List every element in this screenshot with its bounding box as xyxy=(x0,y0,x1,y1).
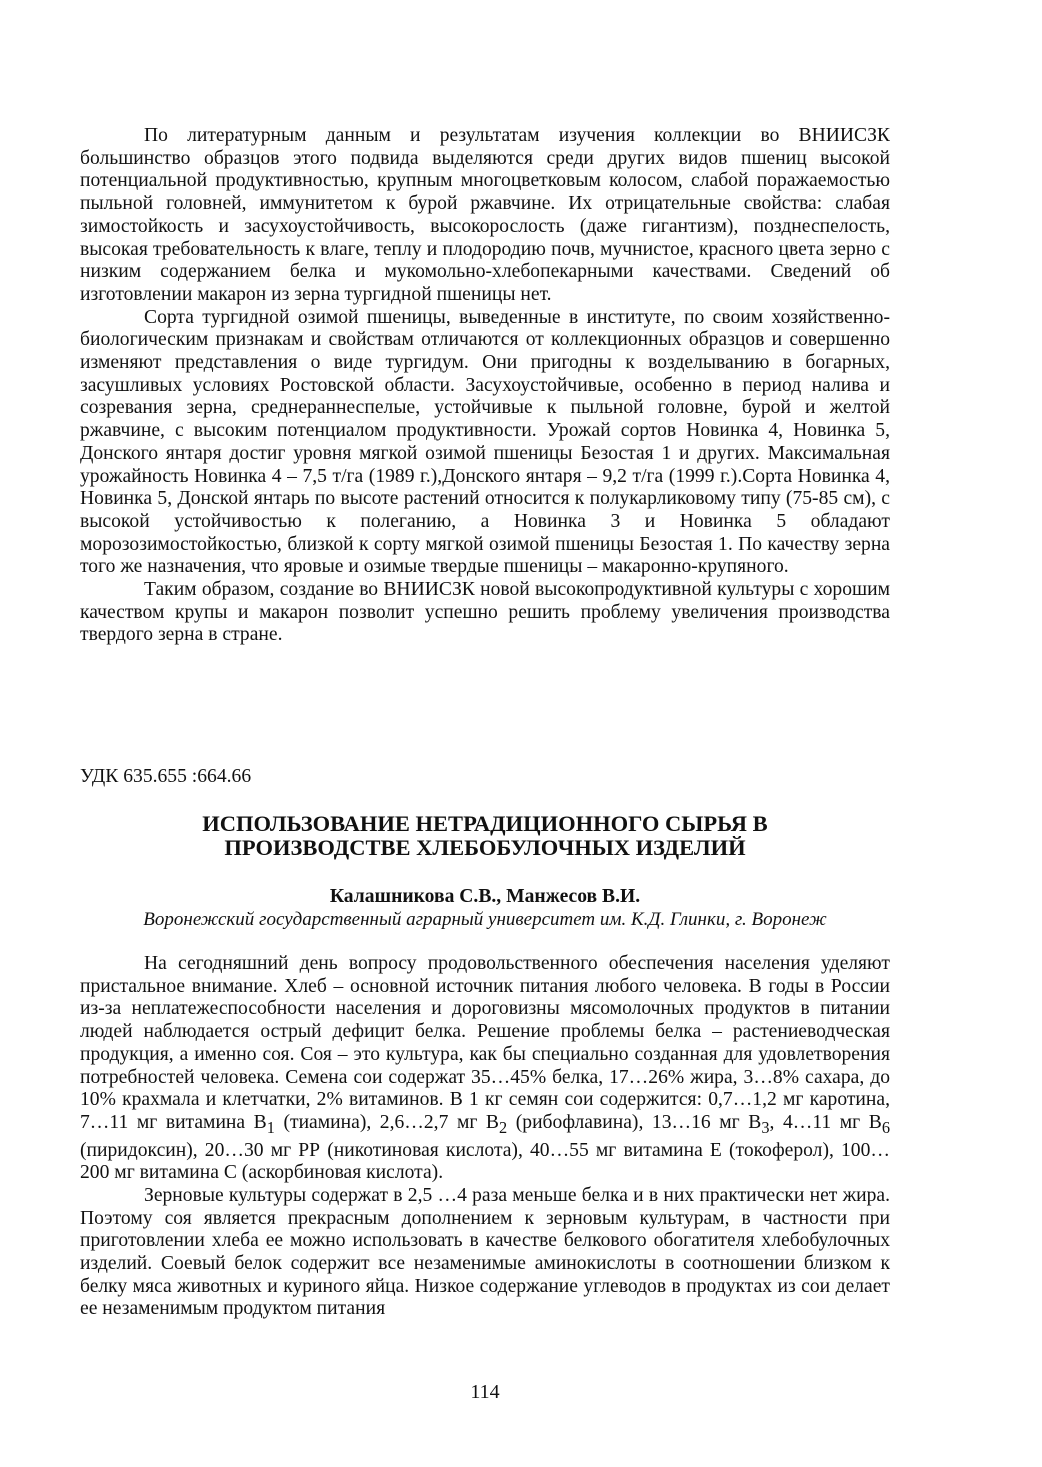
subscript: 2 xyxy=(499,1117,508,1137)
subscript: 3 xyxy=(761,1117,770,1137)
text-run: (рибофлавина), 13…16 мг В xyxy=(507,1111,762,1133)
paragraph: По литературным данным и результатам изучения коллекции во ВНИИСЗК большинство образцов этого подвида выделяются среди других видов пшениц высокой потенциальной продуктивностью, крупным многоцветковым колосом, слабой поражаемостью пыльной головней, иммунитетом к бурой ржавчине. Их отрицательные свойства: слабая зимостойкость и засухоустойчивость, высокорослость (даже гигантизм), позднеспелость, высокая требовательность к влаге, теплу и плодородию почв, мучнистое, красного цвета зерно с низким содержанием белка и мукомольно-хлебопекарными качествами. Сведений об изготовлении макарон из зерна тургидной пшеницы нет. xyxy=(80,125,890,305)
text-run: , 4…11 мг В xyxy=(769,1111,882,1133)
subscript: 1 xyxy=(266,1117,275,1137)
title-line: ПРОИЗВОДСТВЕ ХЛЕБОБУЛОЧНЫХ ИЗДЕЛИЙ xyxy=(224,835,746,860)
paragraph: Таким образом, создание во ВНИИСЗК новой высокопродуктивной культуры с хорошим качеством крупы и макарон позволит успешно решить проблему увеличения производства твердого зерна в стране. xyxy=(80,579,890,646)
udk-code: УДК 635.655 :664.66 xyxy=(80,766,252,787)
text-run: На сегодняшний день вопросу продовольственного обеспечения населения уделяют пристальное внимание. Хлеб – основной источник питания любого человека. В годы в России из-за неплатежеспособности населения и дороговизны мясомолочных продуктов в питании людей наблюдается острый дефицит белка. Решение проблемы белка – растениеводческая продукция, а именно соя. Соя – это культура, как бы специально созданная для удовлетворения потребностей человека. Семена сои содержат 35…45% белка, 17…26% жира, 3…8% сахара, до 10% крахмала и клетчатки, 2% витаминов. В 1 кг семян сои содержится: 0,7…1,2 мг каротина, 7…11 мг витамина В xyxy=(80,953,890,1133)
article1-body xyxy=(80,125,890,647)
text-run: (пиридоксин), 20…30 мг РР (никотиновая кислота), 40…55 мг витамина Е (токоферол), 100…200 мг витамина С (аскорбиновая кислота). xyxy=(80,1139,890,1184)
text-run: (тиамина), 2,6…2,7 мг В xyxy=(274,1111,500,1133)
subscript: 6 xyxy=(881,1117,891,1137)
paragraph: Зерновые культуры содержат в 2,5 …4 раза меньше белка и в них практически нет жира. Поэтому соя является прекрасным дополнением к зерновым культурам, в частности при приготовлении хлеба ее можно использовать в качестве белкового обогатителя хлебобулочных изделий. Соевый белок содержит все незаменимые аминокислоты в соотношении близком к белку мяса животных и куриного яйца. Низкое содержание углеводов в продуктах из сои делает ее незаменимым продуктом питания xyxy=(80,1184,890,1320)
page-number: 114 xyxy=(470,1381,500,1403)
article-title xyxy=(80,812,890,860)
authors: Калашникова С.В., Манжесов В.И. xyxy=(329,886,641,907)
affiliation: Воронежский государственный аграрный университет им. К.Д. Глинки, г. Воронеж xyxy=(143,909,827,930)
paragraph: Сорта тургидной озимой пшеницы, выведенные в институте, по своим хозяйственно-биологическим признакам и свойствам отличаются от коллекционных образцов и совершенно изменяют представления о виде тургидум. Они пригодны к возделыванию в богарных, засушливых условиях Ростовской области. Засухоустойчивые, особенно в период налива и созревания зерна, среднераннеспелые, устойчивые к пыльной головне, бурой и желтой ржавчине, с высоким потенциалом продуктивности. Урожай сортов Новинка 4, Новинка 5, Донского янтаря достиг уровня мягкой озимой пшеницы Безостая 1 и других. Максимальная урожайность Новинка 4 – 7,5 т/га (1989 г.),Донского янтаря – 9,2 т/га (1999 г.).Сорта Новинка 4, Новинка 5, Донской янтарь по высоте растений относится к полукарликовому типу (75-85 см), с высокой устойчивостью к полеганию, а Новинка 3 и Новинка 5 обладают морозозимостойкостью, близкой к сорту мягкой озимой пшеницы Безостая 1. По качеству зерна того же назначения, что яровые и озимые твердые пшеницы – макаронно-крупяного. xyxy=(80,306,890,578)
title-line: ИСПОЛЬЗОВАНИЕ НЕТРАДИЦИОННОГО СЫРЬЯ В xyxy=(202,811,768,836)
paragraph xyxy=(80,953,890,1185)
article2-body xyxy=(80,953,890,1321)
